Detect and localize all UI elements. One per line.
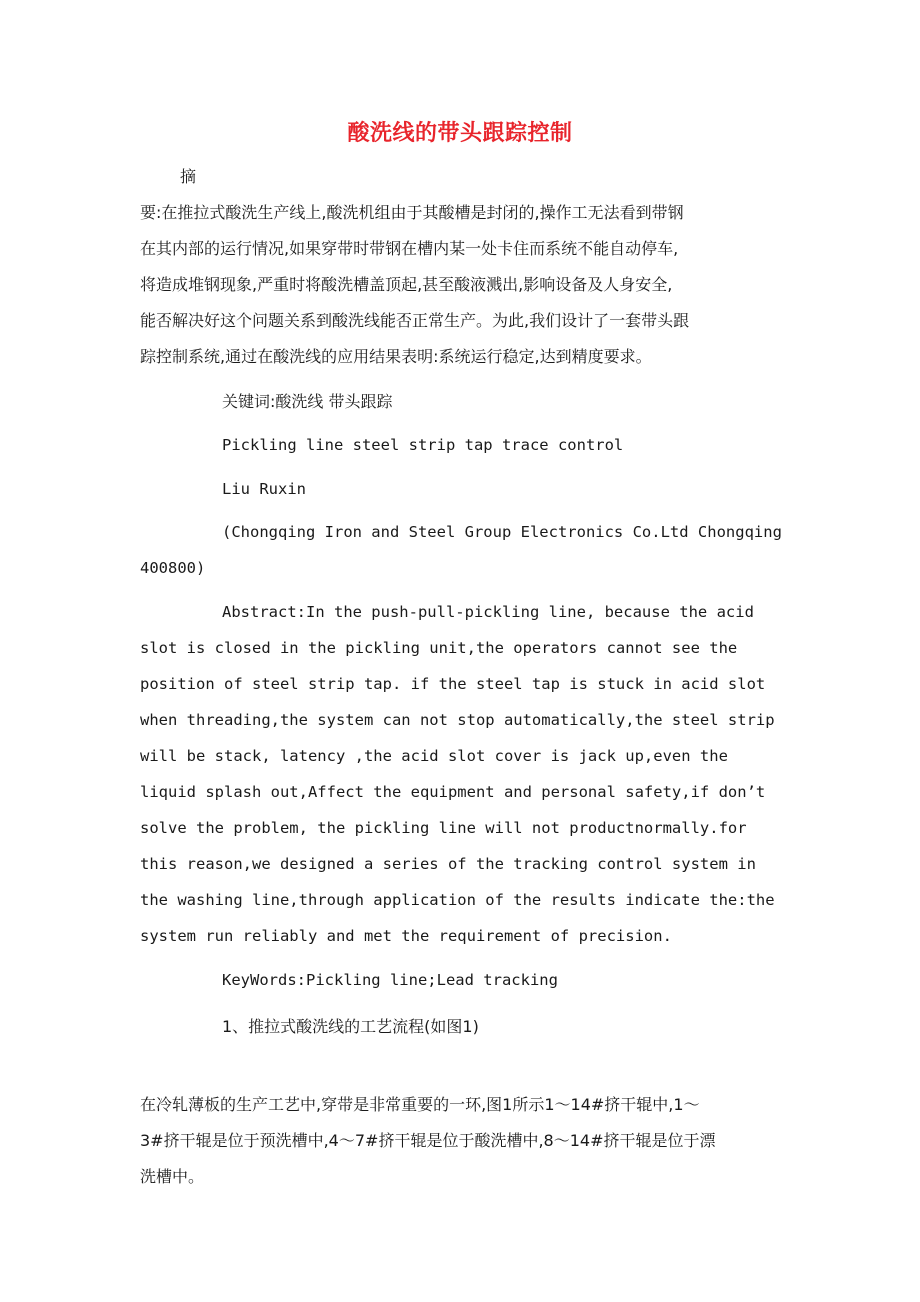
abstract-en-line: solve the problem, the pickling line will not productnormally.for <box>140 819 747 837</box>
affiliation-line: 400800) <box>140 559 206 577</box>
abstract-en-line: liquid splash out,Affect the equipment and personal safety,if don’t <box>140 783 766 801</box>
abstract-cn-label: 摘 <box>180 167 197 186</box>
author-en: Liu Ruxin <box>222 480 306 498</box>
abstract-en-line: slot is closed in the pickling unit,the operators cannot see the <box>140 639 738 657</box>
section-1-body-line: 洗槽中。 <box>140 1167 205 1186</box>
section-1-body-line: 在冷轧薄板的生产工艺中,穿带是非常重要的一环,图1所示1～14#挤干辊中,1～ <box>140 1095 700 1114</box>
section-1-heading: 1、推拉式酸洗线的工艺流程(如图1) <box>222 1017 479 1036</box>
keywords-en: KeyWords:Pickling line;Lead tracking <box>222 971 558 989</box>
abstract-cn-line: 要:在推拉式酸洗生产线上,酸洗机组由于其酸槽是封闭的,操作工无法看到带钢 <box>140 203 684 222</box>
abstract-en-line: when threading,the system can not stop automatically,the steel strip <box>140 711 775 729</box>
section-1-body-line: 3#挤干辊是位于预洗槽中,4～7#挤干辊是位于酸洗槽中,8～14#挤干辊是位于漂 <box>140 1131 716 1150</box>
abstract-cn-line: 能否解决好这个问题关系到酸洗线能否正常生产。为此,我们设计了一套带头跟 <box>140 311 690 330</box>
abstract-cn-line: 将造成堆钢现象,严重时将酸洗槽盖顶起,甚至酸液溅出,影响设备及人身安全, <box>140 275 673 294</box>
abstract-en-line: the washing line,through application of the results indicate the:the <box>140 891 775 909</box>
abstract-en-line: Abstract:In the push-pull-pickling line, because the acid <box>222 603 754 621</box>
abstract-en-line: system run reliably and met the requirement of precision. <box>140 927 672 945</box>
title-en: Pickling line steel strip tap trace control <box>222 436 624 454</box>
affiliation-line: (Chongqing Iron and Steel Group Electronics Co.Ltd Chongqing <box>222 523 782 541</box>
abstract-en-line: position of steel strip tap. if the steel tap is stuck in acid slot <box>140 675 766 693</box>
abstract-en-line: this reason,we designed a series of the tracking control system in <box>140 855 756 873</box>
abstract-cn-line: 踪控制系统,通过在酸洗线的应用结果表明:系统运行稳定,达到精度要求。 <box>140 347 652 366</box>
keywords-cn: 关键词:酸洗线 带头跟踪 <box>222 392 393 411</box>
abstract-cn-line: 在其内部的运行情况,如果穿带时带钢在槽内某一处卡住而系统不能自动停车, <box>140 239 679 258</box>
abstract-en-line: will be stack, latency ,the acid slot cover is jack up,even the <box>140 747 728 765</box>
document-title: 酸洗线的带头跟踪控制 <box>347 121 573 146</box>
